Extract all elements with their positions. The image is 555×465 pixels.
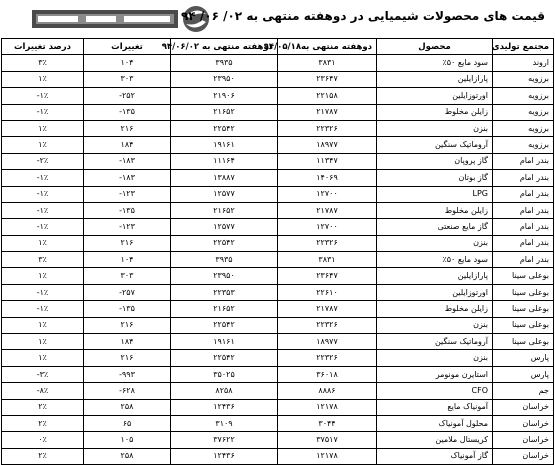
cell-product: CFO — [377, 383, 493, 399]
cell-current-price: ۱۲۴۳۶ — [171, 399, 278, 415]
cell-product: آمونیاک مایع — [377, 399, 493, 415]
cell-change: ۱۸۴ — [84, 137, 171, 153]
cell-company: بوعلی سینا — [493, 268, 554, 284]
cell-company: بندر امام — [493, 252, 554, 268]
cell-prev-price: ۱۴۰۶۹ — [278, 170, 377, 186]
cell-change: ۱۰۴ — [84, 55, 171, 71]
table-row — [2, 432, 554, 448]
cell-current-price: ۳۹۳۵ — [171, 55, 278, 71]
cell-company: پارس — [493, 366, 554, 382]
cell-product: آروماتیک سنگین — [377, 334, 493, 350]
cell-change-percent: -۳٪ — [2, 366, 84, 382]
cell-change: -۲۵۷ — [84, 284, 171, 300]
col-header-change: تغییرات — [84, 39, 171, 55]
table-row — [2, 366, 554, 382]
cell-change: -۱۳۵ — [84, 202, 171, 218]
cell-change-percent: ۱٪ — [2, 317, 84, 333]
table-row — [2, 55, 554, 71]
cell-prev-price: ۳۶۰۱۸ — [278, 366, 377, 382]
cell-current-price: ۲۱۹۰۶ — [171, 88, 278, 104]
cell-prev-price: ۲۲۳۲۶ — [278, 350, 377, 366]
table-row — [2, 399, 554, 415]
cell-product: زایلن مخلوط — [377, 104, 493, 120]
cell-prev-price: ۲۲۱۵۸ — [278, 88, 377, 104]
cell-product: بنزن — [377, 350, 493, 366]
cell-company: بندر امام — [493, 186, 554, 202]
cell-company: خراسان — [493, 399, 554, 415]
cell-change-percent: -۱٪ — [2, 202, 84, 218]
cell-company: خراسان — [493, 415, 554, 431]
cell-prev-price: ۲۲۶۱۰ — [278, 284, 377, 300]
cell-current-price: ۲۱۶۵۲ — [171, 301, 278, 317]
table-row — [2, 170, 554, 186]
cell-change-percent: ۱٪ — [2, 235, 84, 251]
cell-prev-price: ۱۸۹۷۷ — [278, 137, 377, 153]
cell-current-price: ۳۱۰۹ — [171, 415, 278, 431]
cell-company: بندر امام — [493, 170, 554, 186]
table-row — [2, 268, 554, 284]
page-title: قیمت های محصولات شیمیایی در دوهفته منتهی به ۰۲/ ۰۶/ ۹۴ — [181, 9, 545, 23]
cell-prev-price: ۲۲۳۲۶ — [278, 235, 377, 251]
cell-prev-price: ۱۱۳۴۷ — [278, 153, 377, 169]
cell-company: بندر امام — [493, 219, 554, 235]
col-header-prev-price: دوهفته منتهی به۹۴/۰۵/۱۸ — [278, 39, 377, 55]
cell-change: -۱۲۳ — [84, 186, 171, 202]
cell-change: -۲۵۲ — [84, 88, 171, 104]
cell-product: کریستال ملامین — [377, 432, 493, 448]
cell-current-price: ۳۵۰۲۵ — [171, 366, 278, 382]
cell-company: پارس — [493, 350, 554, 366]
cell-product: اورتوزایلین — [377, 88, 493, 104]
cell-current-price: ۱۹۱۶۱ — [171, 334, 278, 350]
table-row — [2, 120, 554, 136]
cell-prev-price: ۲۳۶۴۷ — [278, 268, 377, 284]
cell-current-price: ۲۲۳۵۳ — [171, 284, 278, 300]
cell-prev-price: ۱۲۱۷۸ — [278, 399, 377, 415]
table-row — [2, 202, 554, 218]
cell-prev-price: ۳۸۳۱ — [278, 252, 377, 268]
cell-prev-price: ۳۷۵۱۷ — [278, 432, 377, 448]
cell-product: LPG — [377, 186, 493, 202]
cell-change: ۳۰۳ — [84, 268, 171, 284]
cell-current-price: ۲۲۵۴۲ — [171, 350, 278, 366]
cell-product: آروماتیک سنگین — [377, 137, 493, 153]
cell-product: اورتوزایلین — [377, 284, 493, 300]
cell-change-percent: ۰٪ — [2, 432, 84, 448]
cell-change-percent: -۱٪ — [2, 284, 84, 300]
cell-company: بندر امام — [493, 153, 554, 169]
cell-change: -۱۲۳ — [84, 219, 171, 235]
cell-prev-price: ۱۲۱۷۸ — [278, 448, 377, 464]
cell-prev-price: ۳۸۳۱ — [278, 55, 377, 71]
cell-change: ۲۱۶ — [84, 317, 171, 333]
cell-change: -۱۳۵ — [84, 301, 171, 317]
cell-current-price: ۲۳۹۵۰ — [171, 268, 278, 284]
cell-product: بنزن — [377, 317, 493, 333]
table-row — [2, 301, 554, 317]
cell-current-price: ۱۳۸۸۷ — [171, 170, 278, 186]
cell-change: -۱۳۵ — [84, 104, 171, 120]
cell-current-price: ۱۲۵۷۷ — [171, 186, 278, 202]
col-header-company: مجتمع تولیدی — [493, 39, 554, 55]
cell-change-percent: ۱٪ — [2, 268, 84, 284]
cell-current-price: ۸۲۵۸ — [171, 383, 278, 399]
table-row — [2, 252, 554, 268]
cell-product: گاز پروپان — [377, 153, 493, 169]
cell-prev-price: ۳۰۴۴ — [278, 415, 377, 431]
cell-change-percent: -۱٪ — [2, 170, 84, 186]
table-row — [2, 415, 554, 431]
cell-change-percent: ۲٪ — [2, 415, 84, 431]
cell-change-percent: ۱٪ — [2, 120, 84, 136]
cell-company: برزویه — [493, 137, 554, 153]
table-row — [2, 104, 554, 120]
page-header — [0, 0, 555, 38]
cell-prev-price: ۲۲۳۲۶ — [278, 317, 377, 333]
table-row — [2, 284, 554, 300]
cell-change: -۹۹۳ — [84, 366, 171, 382]
cell-product: پارازایلین — [377, 268, 493, 284]
cell-prev-price: ۱۲۷۰۰ — [278, 219, 377, 235]
cell-current-price: ۳۷۶۲۲ — [171, 432, 278, 448]
table-row — [2, 235, 554, 251]
cell-company: اروند — [493, 55, 554, 71]
cell-change-percent: -۲٪ — [2, 153, 84, 169]
cell-change: -۶۲۸ — [84, 383, 171, 399]
cell-current-price: ۱۲۴۳۶ — [171, 448, 278, 464]
cell-change-percent: ۳٪ — [2, 252, 84, 268]
cell-change: ۲۱۶ — [84, 235, 171, 251]
col-header-current-price: دوهفته منتهی به ۹۴/۰۶/۰۲ — [171, 39, 278, 55]
cell-company: خراسان — [493, 448, 554, 464]
cell-prev-price: ۲۱۷۸۷ — [278, 301, 377, 317]
cell-current-price: ۲۲۵۴۲ — [171, 235, 278, 251]
cell-company: برزویه — [493, 71, 554, 87]
cell-change-percent: ۳٪ — [2, 55, 84, 71]
cell-prev-price: ۸۸۸۶ — [278, 383, 377, 399]
cell-company: برزویه — [493, 88, 554, 104]
cell-change: ۱۰۵ — [84, 432, 171, 448]
table-row — [2, 153, 554, 169]
cell-product: سود مایع ۵۰٪ — [377, 55, 493, 71]
cell-change-percent: -۱٪ — [2, 104, 84, 120]
cell-company: برزویه — [493, 120, 554, 136]
cell-company: بوعلی سینا — [493, 334, 554, 350]
cell-product: استایرن مونومر — [377, 366, 493, 382]
table-row — [2, 219, 554, 235]
table-row — [2, 71, 554, 87]
cell-company: بوعلی سینا — [493, 301, 554, 317]
cell-change: ۱۰۴ — [84, 252, 171, 268]
cell-change: ۳۰۳ — [84, 71, 171, 87]
cell-change: ۱۸۴ — [84, 334, 171, 350]
cell-product: گاز آمونیاک — [377, 448, 493, 464]
cell-product: بنزن — [377, 120, 493, 136]
cell-prev-price: ۲۱۷۸۷ — [278, 202, 377, 218]
cell-change-percent: -۱٪ — [2, 88, 84, 104]
cell-company: بندر امام — [493, 235, 554, 251]
cell-current-price: ۳۹۳۵ — [171, 252, 278, 268]
cell-company: جم — [493, 383, 554, 399]
cell-product: بنزن — [377, 235, 493, 251]
table-row — [2, 383, 554, 399]
table-row — [2, 317, 554, 333]
cell-company: خراسان — [493, 432, 554, 448]
cell-change-percent: -۱٪ — [2, 186, 84, 202]
col-header-product: محصول — [377, 39, 493, 55]
table-row — [2, 137, 554, 153]
cell-product: گاز بوتان — [377, 170, 493, 186]
cell-company: برزویه — [493, 104, 554, 120]
cell-current-price: ۱۱۱۶۴ — [171, 153, 278, 169]
cell-change: ۲۵۸ — [84, 399, 171, 415]
table-row — [2, 448, 554, 464]
table-row — [2, 334, 554, 350]
cell-change-percent: ۱٪ — [2, 71, 84, 87]
cell-change: ۲۱۶ — [84, 120, 171, 136]
cell-product: محلول آمونیاک — [377, 415, 493, 431]
cell-product: زایلن مخلوط — [377, 202, 493, 218]
col-header-change-percent: درصد تغییرات — [2, 39, 84, 55]
cell-change-percent: -۸٪ — [2, 383, 84, 399]
cell-current-price: ۱۲۵۷۷ — [171, 219, 278, 235]
cell-change-percent: -۱٪ — [2, 301, 84, 317]
cell-product: سود مایع ۵۰٪ — [377, 252, 493, 268]
cell-product: گاز مایع صنعتی — [377, 219, 493, 235]
cell-change: ۲۵۸ — [84, 448, 171, 464]
cell-change-percent: ۲٪ — [2, 448, 84, 464]
cell-current-price: ۲۱۶۵۲ — [171, 104, 278, 120]
table-header-row — [2, 39, 554, 55]
cell-product: زایلن مخلوط — [377, 301, 493, 317]
table-row — [2, 88, 554, 104]
cell-prev-price: ۲۳۶۴۷ — [278, 71, 377, 87]
cell-current-price: ۲۲۵۴۲ — [171, 120, 278, 136]
table-row — [2, 350, 554, 366]
cell-company: بندر امام — [493, 202, 554, 218]
cell-change: -۱۸۳ — [84, 170, 171, 186]
cell-company: بوعلی سینا — [493, 317, 554, 333]
cell-prev-price: ۱۲۷۰۰ — [278, 186, 377, 202]
table-row — [2, 186, 554, 202]
cell-change-percent: ۱٪ — [2, 350, 84, 366]
cell-company: بوعلی سینا — [493, 284, 554, 300]
cell-change: -۱۸۳ — [84, 153, 171, 169]
cell-change-percent: ۲٪ — [2, 399, 84, 415]
cell-change: ۲۱۶ — [84, 350, 171, 366]
cell-current-price: ۲۳۹۵۰ — [171, 71, 278, 87]
cell-change-percent: ۱٪ — [2, 334, 84, 350]
cell-prev-price: ۲۱۷۸۷ — [278, 104, 377, 120]
cell-change: ۶۵ — [84, 415, 171, 431]
cell-current-price: ۱۹۱۶۱ — [171, 137, 278, 153]
cell-product: پارازایلین — [377, 71, 493, 87]
cell-change-percent: -۱٪ — [2, 219, 84, 235]
cell-current-price: ۲۱۶۵۲ — [171, 202, 278, 218]
cell-current-price: ۲۲۵۴۲ — [171, 317, 278, 333]
cell-prev-price: ۱۸۹۷۷ — [278, 334, 377, 350]
cell-change-percent: ۱٪ — [2, 137, 84, 153]
cell-prev-price: ۲۲۳۲۶ — [278, 120, 377, 136]
prices-table — [1, 38, 554, 465]
